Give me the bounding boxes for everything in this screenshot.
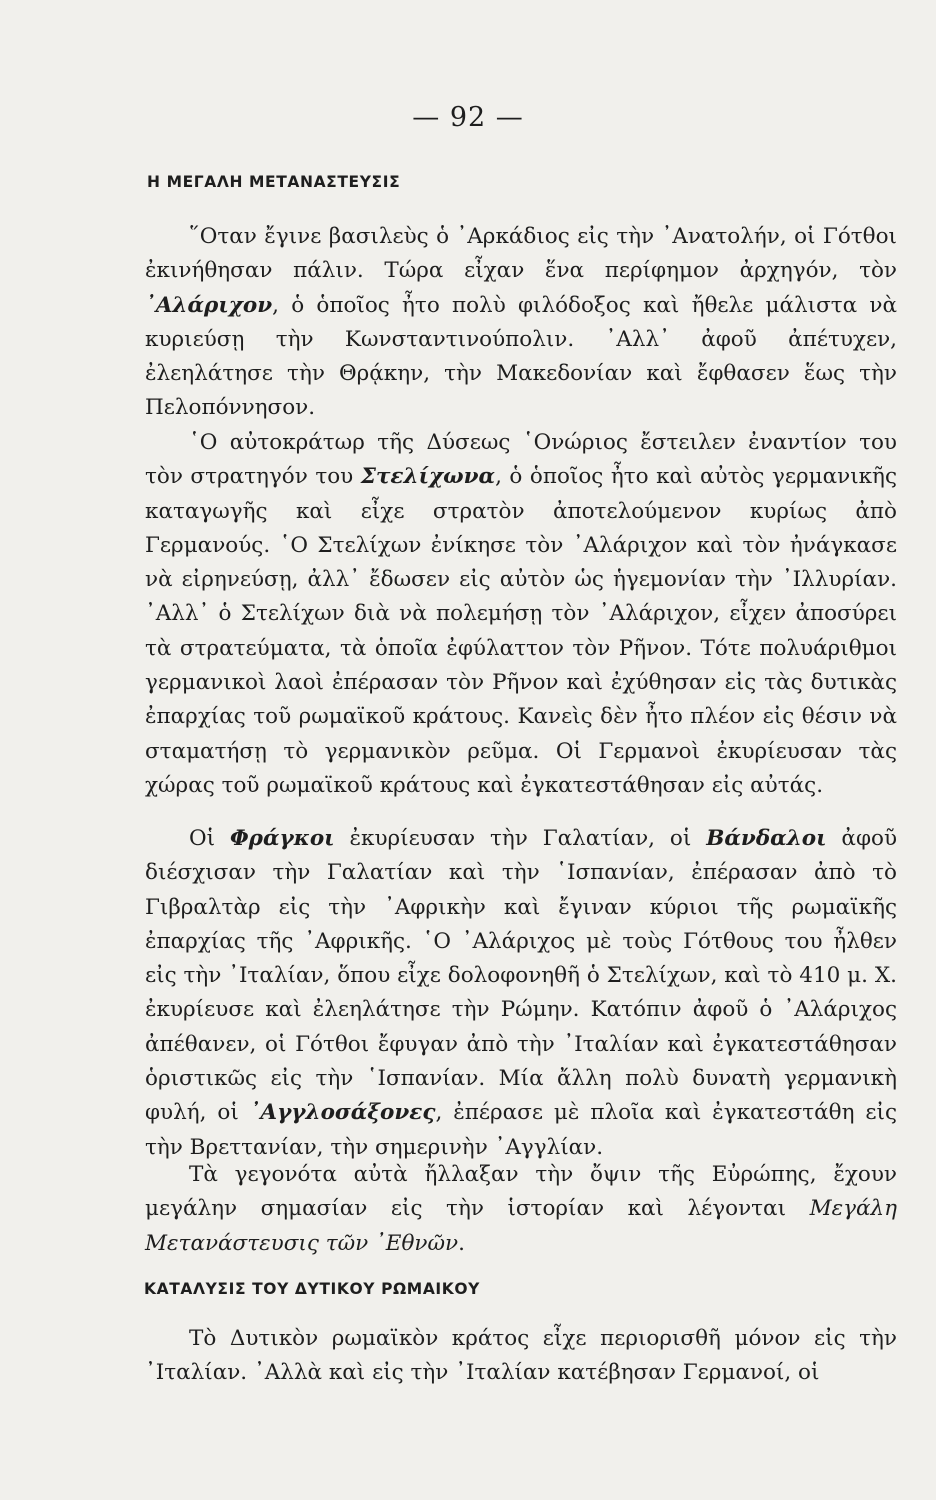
emphasis-alaric: ᾿Αλάριχον bbox=[145, 292, 273, 318]
text-run: ῞Οταν ἔγινε βασιλεὺς ὁ ᾿Αρκάδιος εἰς τὴν ᾿Ανατολήν, οἱ Γότθοι ἐκινήθησαν πάλιν. Τώρα εἶχαν ἕνα περίφημον ἀρχηγόν, τὸν bbox=[145, 224, 897, 284]
section-heading-great-migration: Η ΜΕΓΑΛΗ ΜΕΤΑΝΑΣΤΕΥΣΙΣ bbox=[147, 173, 401, 191]
text-run: . bbox=[458, 1230, 465, 1256]
text-run: ῾Ο αὐτοκράτωρ τῆς Δύσεως ῾Ονώριος ἔστειλεν ἐναντίον του τὸν στρατηγόν του bbox=[145, 430, 897, 490]
text-run: ἐκυρίευσαν τὴν Γαλατίαν, οἱ bbox=[334, 826, 707, 851]
text-run: Οἱ bbox=[189, 826, 230, 851]
emphasis-anglosaxons: ᾿Αγγλοσάξονες bbox=[249, 1100, 436, 1126]
text-run: , ὁ ὁποῖος ἦτο πολὺ φιλόδοξος καὶ ἤθελε μάλιστα νὰ κυριεύσῃ τὴν Κωνσταντινούπολιν. ᾿Αλλ᾿ ἀφοῦ ἀπέτυχεν, ἐλεηλάτησε τὴν Θρᾴκην, τὴν Μακεδονίαν καὶ ἔφθασεν ἕως τὴν Πελοπόννησον. bbox=[145, 292, 897, 421]
paragraph-honorius bbox=[145, 426, 897, 803]
text-run: , ὁ ὁποῖος ἦτο καὶ αὐτὸς γερμανικῆς καταγωγῆς καὶ εἶχε στρατὸν ἀποτελούμενον κυρίως ἀπὸ Γερμανούς. ῾Ο Στελίχων ἐνίκησε τὸν ᾿Αλάριχον καὶ τὸν ἠνάγκασε νὰ εἰρηνεύσῃ, ἀλλ᾿ ἔδωσεν εἰς αὐτὸν ὡς ἡγεμονίαν τὴν ᾿Ιλλυρίαν. ᾿Αλλ᾿ ὁ Στελίχων διὰ νὰ πολεμήσῃ τὸν ᾿Αλάριχον, εἶχεν ἀποσύρει τὰ στρατεύματα, τὰ ὁποῖα ἐφύλαττον τὸν Ρῆνον. Τότε πολυάριθμοι γερμανικοὶ λαοὶ ἐπέρασαν τὸν Ρῆνον καὶ ἐχύθησαν εἰς τὰς δυτικὰς ἐπαρχίας τοῦ ρωμαϊκοῦ κράτους. Κανεὶς δὲν ἦτο πλέον εἰς θέσιν νὰ σταματήσῃ τὸ γερμανικὸν ρεῦμα. Οἱ Γερμανοὶ ἐκυρίευσαν τὰς χώρας τοῦ ρωμαϊκοῦ κράτους καὶ ἐγκατεστάθησαν εἰς αὐτάς. bbox=[145, 464, 897, 798]
text-run: Τὸ Δυτικὸν ρωμαϊκὸν κράτος εἶχε περιορισθῆ μόνον εἰς τὴν ᾿Ιταλίαν. ᾿Αλλὰ καὶ εἰς τὴν ᾿Ιταλίαν κατέβησαν Γερμανοί, οἱ bbox=[145, 1326, 897, 1386]
emphasis-stilicho: Στελίχωνα bbox=[360, 464, 496, 490]
emphasis-franks: Φράγκοι bbox=[229, 826, 335, 851]
section-heading-fall-of-western-roman-empire: ΚΑΤΑΛΥΣΙΣ ΤΟΥ ΔΥΤΙΚΟΥ ΡΩΜΑΙΚΟΥ bbox=[144, 1280, 481, 1298]
emphasis-vandals: Βάνδαλοι bbox=[706, 826, 827, 851]
paragraph-great-migration-summary bbox=[145, 1158, 897, 1261]
text-run: ἀφοῦ διέσχισαν τὴν Γαλατίαν καὶ τὴν ῾Ισπανίαν, ἐπέρασαν ἀπὸ τὸ Γιβραλτὰρ εἰς τὴν ᾿Αφρικὴν καὶ ἔγιναν κύριοι τῆς ρωμαϊκῆς ἐπαρχίας τῆς ᾿Αφρικῆς. ῾Ο ᾿Αλάριχος μὲ τοὺς Γότθους του ἦλθεν εἰς τὴν ᾿Ιταλίαν, ὅπου εἶχε δολοφονηθῆ ὁ Στελίχων, καὶ τὸ 410 μ. Χ. ἐκυρίευσε καὶ ἐλεηλάτησε τὴν Ρώμην. Κατόπιν ἀφοῦ ὁ ᾿Αλάριχος ἀπέθανεν, οἱ Γότθοι ἔφυγαν ἀπὸ τὴν ᾿Ιταλίαν καὶ ἐγκατεστάθησαν ὁριστικῶς εἰς τὴν ῾Ισπανίαν. Μία ἄλλη πολὺ δυνατὴ γερμανικὴ φυλή, οἱ bbox=[145, 826, 898, 1126]
paragraph-franks-vandals bbox=[145, 822, 897, 1165]
text-run: Τὰ γεγονότα αὐτὰ ἤλλαξαν τὴν ὄψιν τῆς Εὐρώπης, ἔχουν μεγάλην σημασίαν εἰς τὴν ἱστορίαν καὶ λέγονται bbox=[145, 1162, 897, 1222]
paragraph-western-empire-italy bbox=[145, 1322, 897, 1391]
text-run: , ἐπέρασε μὲ πλοῖα καὶ ἐγκατεστάθη εἰς τὴν Βρεττανίαν, τὴν σημερινὴν ᾿Αγγλίαν. bbox=[145, 1100, 897, 1160]
page-number: — 92 — bbox=[412, 102, 524, 133]
emphasis-great-migration-term: Μεγάλη Μετανάστευσις τῶν ᾿Εθνῶν bbox=[145, 1196, 897, 1256]
paragraph-arcadius bbox=[145, 220, 897, 426]
